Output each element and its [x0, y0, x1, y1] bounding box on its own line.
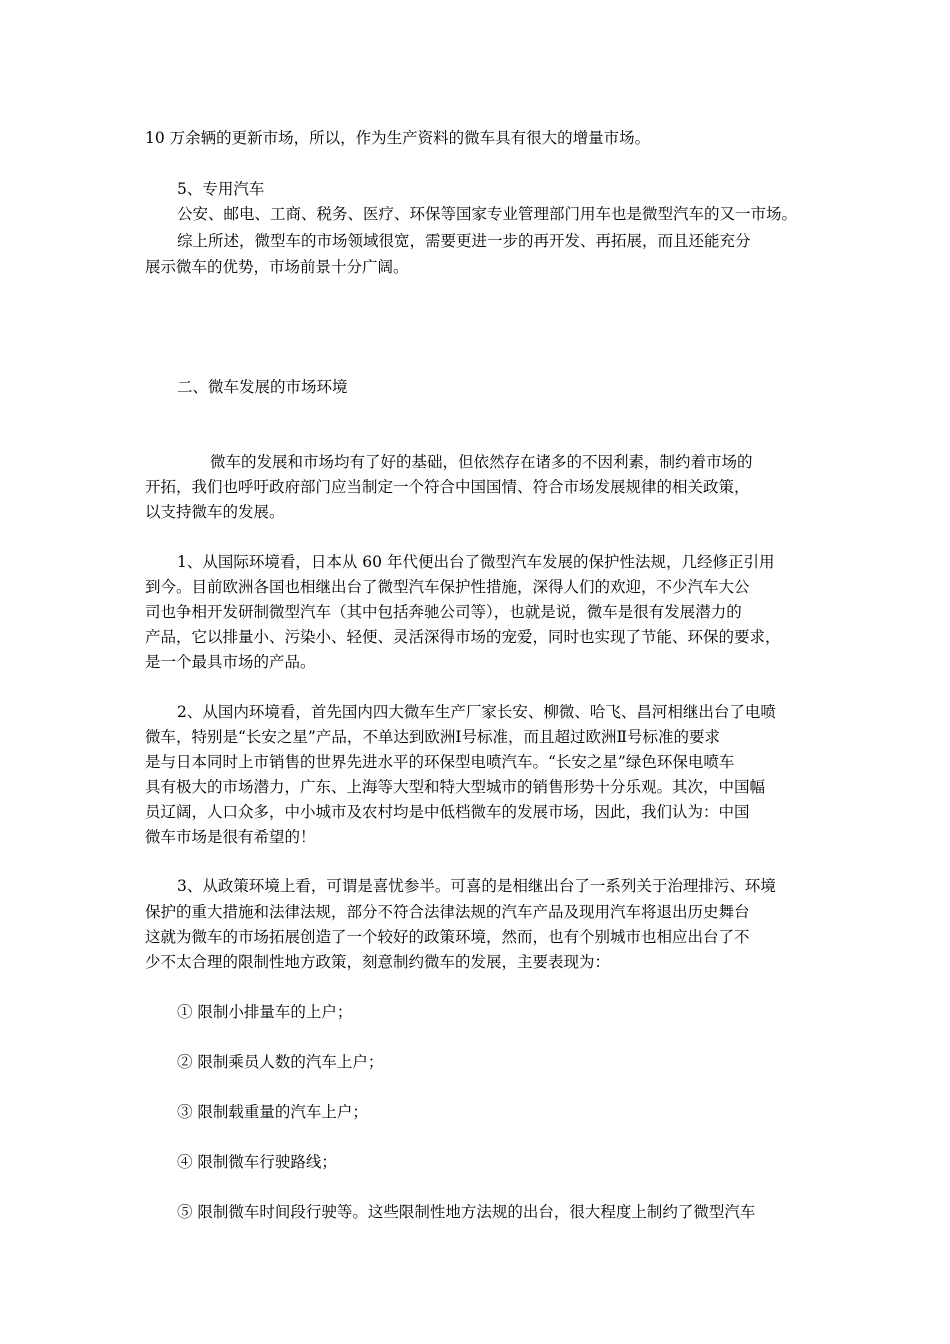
text-line: 微车的发展和市场均有了好的基础，但依然存在诸多的不因利素，制约着市场的	[210, 453, 753, 471]
text-line: 1、从国际环境看，日本从 60 年代便出台了微型汽车发展的保护性法规，几经修正引用	[177, 553, 775, 571]
text-line: 产品，它以排量小、污染小、轻便、灵活深得市场的宠爱，同时也实现了节能、环保的要求，	[145, 628, 781, 646]
text-line: 是一个最具市场的产品。	[145, 653, 316, 671]
text-line: 3、从政策环境上看，可谓是喜忧参半。可喜的是相继出台了一系列关于治理排污、环境	[177, 877, 776, 895]
list-item: ③ 限制载重量的汽车上户；	[177, 1103, 368, 1121]
list-item: ① 限制小排量车的上户；	[177, 1003, 353, 1021]
text-line: 以支持微车的发展。	[145, 503, 285, 521]
text-line: 到今。目前欧洲各国也相继出台了微型汽车保护性措施，深得人们的欢迎，不少汽车大公	[145, 578, 750, 596]
text-line: 2、从国内环境看，首先国内四大微车生产厂家长安、柳微、哈飞、昌河相继出台了电喷	[177, 703, 776, 721]
text-line: 微车市场是很有希望的！	[145, 828, 316, 846]
list-item: ⑤ 限制微车时间段行驶等。这些限制性地方法规的出台，很大程度上制约了微型汽车	[177, 1203, 756, 1221]
text-line: 这就为微车的市场拓展创造了一个较好的政策环境，然而，也有个别城市也相应出台了不	[145, 928, 750, 946]
text-line: 员辽阔，人口众多，中小城市及农村均是中低档微车的发展市场，因此，我们认为：中国	[145, 803, 750, 821]
text-line: 具有极大的市场潜力，广东、上海等大型和特大型城市的销售形势十分乐观。其次，中国幅	[145, 778, 766, 796]
list-item: ④ 限制微车行驶路线；	[177, 1153, 337, 1171]
text-line: 10 万余辆的更新市场，所以，作为生产资料的微车具有很大的增量市场。	[145, 129, 651, 147]
text-line: 开拓，我们也呼吁政府部门应当制定一个符合中国国情、符合市场发展规律的相关政策，	[145, 478, 750, 496]
text-line: 微车，特别是“长安之星”产品，不单达到欧洲Ⅰ号标准，而且超过欧洲Ⅱ号标准的要求	[145, 728, 721, 746]
section-heading: 二、微车发展的市场环境	[177, 378, 348, 396]
text-line: 司也争相开发研制微型汽车（其中包括奔驰公司等），也就是说，微车是很有发展潜力的	[145, 603, 742, 621]
text-line: 是与日本同时上市销售的世界先进水平的环保型电喷汽车。“长安之星”绿色环保电喷车	[145, 753, 735, 771]
text-line: 公安、邮电、工商、税务、医疗、环保等国家专业管理部门用车也是微型汽车的又一市场。	[177, 205, 798, 223]
text-line: 保护的重大措施和法律法规，部分不符合法律法规的汽车产品及现用汽车将退出历史舞台	[145, 903, 750, 921]
text-line: 综上所述，微型车的市场领域很宽，需要更进一步的再开发、再拓展，而且还能充分	[177, 232, 751, 250]
text-line: 展示微车的优势，市场前景十分广阔。	[145, 258, 409, 276]
list-item: ② 限制乘员人数的汽车上户；	[177, 1053, 384, 1071]
section-heading: 5、专用汽车	[177, 180, 265, 198]
text-line: 少不太合理的限制性地方政策，刻意制约微车的发展，主要表现为：	[145, 953, 611, 971]
